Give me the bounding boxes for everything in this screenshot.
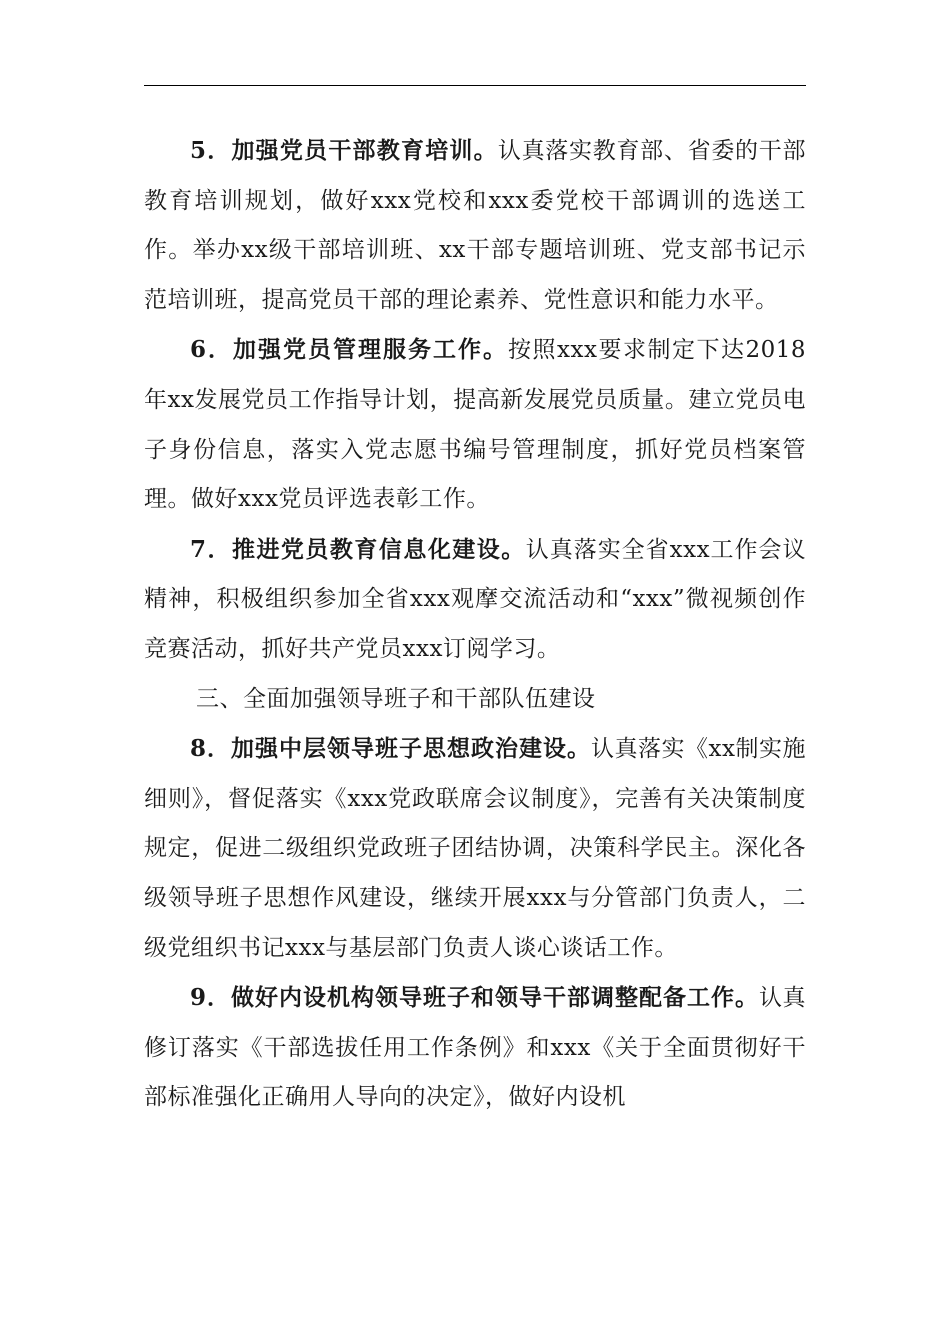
paragraph-lead: 6．加强党员管理服务工作。: [190, 336, 509, 364]
header-rule: [144, 85, 806, 86]
paragraph-item-9: [144, 973, 806, 1123]
paragraph-text: 认真落实《xx制实施细则》，督促落实《xxx党政联席会议制度》，完善有关决策制度规定，促进二级组织党政班子团结协调，决策科学民主。深化各级领导班子思想作风建设，继续开展xxx与分管部门负责人，二级党组织书记xxx与基层部门负责人谈心谈话工作。: [144, 736, 806, 961]
section-heading: 三、全面加强领导班子和干部队伍建设: [196, 685, 596, 712]
paragraph-item-8: [144, 724, 806, 973]
paragraph-text: 认真修订落实《干部选拔任用工作条例》和xxx《关于全面贯彻好干部标准强化正确用人导向的决定》，做好内设机: [144, 985, 807, 1111]
paragraph-item-7: [144, 525, 806, 675]
paragraph-text: 按照xxx要求制定下达2018年xx发展党员工作指导计划，提高新发展党员质量。建立党员电子身份信息，落实入党志愿书编号管理制度，抓好党员档案管理。做好xxx党员评选表彰工作。: [144, 337, 806, 513]
paragraph-lead: 9．做好内设机构领导班子和领导干部调整配备工作。: [190, 984, 760, 1012]
paragraph-lead: 8．加强中层领导班子思想政治建设。: [190, 735, 592, 763]
paragraph-text: 认真落实教育部、省委的干部教育培训规划，做好xxx党校和xxx委党校干部调训的选送工作。举办xx级干部培训班、xx干部专题培训班、党支部书记示范培训班，提高党员干部的理论素养、党性意识和能力水平。: [144, 138, 806, 313]
paragraph-item-5: [144, 126, 806, 325]
paragraph-lead: 5．加强党员干部教育培训。: [190, 137, 498, 164]
paragraph-text: 认真落实全省xxx工作会议精神，积极组织参加全省xxx观摩交流活动和“xxx”微视频创作竞赛活动，抓好共产党员xxx订阅学习。: [144, 536, 806, 662]
paragraph-item-6: [144, 325, 806, 524]
paragraph-lead: 7．推进党员教育信息化建设。: [190, 535, 526, 563]
document-body: [144, 126, 806, 1123]
